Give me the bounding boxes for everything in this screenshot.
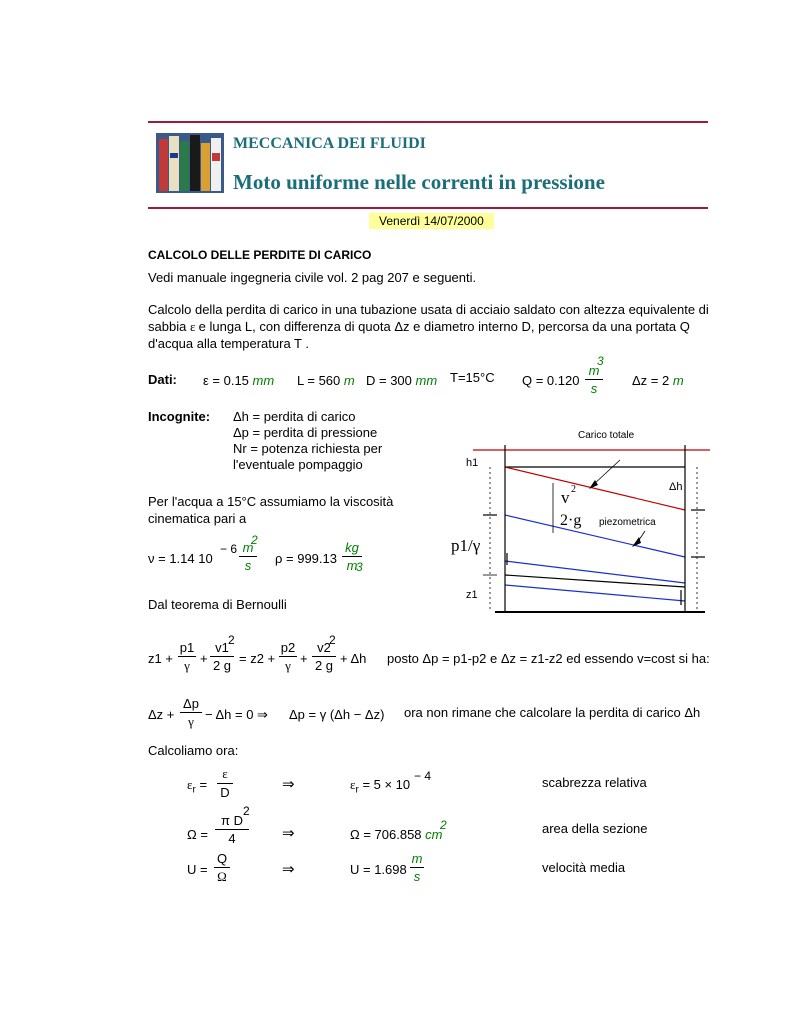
bern-v1-exp: 2 xyxy=(228,633,235,647)
rho-frac-line xyxy=(342,556,362,557)
water-line-2: cinematica pari a xyxy=(148,511,247,526)
bern-p2: p2 xyxy=(280,640,296,655)
r2-num-exp: 2 xyxy=(243,804,250,818)
bern-g2: 2 g xyxy=(314,658,334,673)
books-logo xyxy=(156,133,224,193)
label-2g: 2·g xyxy=(560,512,582,529)
r3-result: U = 1.698 xyxy=(350,862,407,877)
eq2-rest: − Δh = 0 ⇒ xyxy=(205,707,268,722)
bern-v1: v1 xyxy=(215,640,229,655)
nu-value: ν = 1.14 10 xyxy=(148,551,213,566)
incognite-label: Incognite: xyxy=(148,409,211,424)
r3-num: Q xyxy=(216,851,228,866)
label-carico-totale: Carico totale xyxy=(578,430,635,441)
intro-line2-b: e lunga L, con differenza di quota xyxy=(198,319,391,334)
eq2-gamma: γ xyxy=(188,714,194,729)
intro-line-2 xyxy=(148,319,690,335)
dati-T: T=15°C xyxy=(450,370,495,385)
bern-eq: = z2 + xyxy=(239,651,276,666)
r3-unit-frac xyxy=(410,851,424,884)
r2-res: Ω = 706.858 xyxy=(350,827,422,842)
dati-Q: Q = 0.120 xyxy=(522,373,580,388)
r3-line xyxy=(214,867,230,868)
intro-line2-c: z e diametro interno D, percorsa da una portata Q xyxy=(403,319,690,334)
label-h1: h1 xyxy=(466,457,479,469)
calc-r1-lhs xyxy=(187,777,207,796)
r2-line xyxy=(215,829,249,830)
L-unit: m xyxy=(343,373,355,388)
r2-lhs: Ω = xyxy=(187,827,208,842)
eps-unit: mm xyxy=(252,373,275,388)
bern-dh: + Δh xyxy=(340,651,367,666)
nu-unit-exp: 2 xyxy=(251,533,258,547)
r2-arrow: ⇒ xyxy=(282,825,295,842)
dati-label: Dati: xyxy=(148,372,177,387)
date-badge: Venerdì 14/07/2000 xyxy=(369,213,494,229)
r2-den: 4 xyxy=(228,831,236,846)
Q-unit-num: m xyxy=(588,363,600,378)
eps-value: ε = 0.15 xyxy=(203,373,249,388)
r1-arrow: ⇒ xyxy=(282,776,295,793)
reference-text: Vedi manuale ingegneria civile vol. 2 pag 207 e seguenti. xyxy=(148,270,477,285)
label-z1: z1 xyxy=(466,589,478,601)
label-dh: Δh xyxy=(669,481,683,493)
label-v-exp: 2 xyxy=(571,484,576,495)
header-bottom-rule xyxy=(148,207,708,209)
r2-result xyxy=(350,827,443,842)
dati-L xyxy=(297,373,355,388)
bern-p2-line xyxy=(279,656,297,657)
bernoulli-intro: Dal teorema di Bernoulli xyxy=(148,597,287,612)
intro-line2-a: sabbia xyxy=(148,319,187,334)
r1-res-val: = 5 × 10 xyxy=(362,777,411,792)
r3-unit-den: s xyxy=(413,869,421,884)
incognita-4: l'eventuale pompaggio xyxy=(233,457,363,472)
eq2-dp: Δp xyxy=(183,696,199,711)
incognita-1: Δh = perdita di carico xyxy=(233,409,356,424)
r3-arrow: ⇒ xyxy=(282,861,295,878)
rho-unit-exp: 3 xyxy=(356,560,363,574)
dati-D xyxy=(366,373,437,388)
r2-label: area della sezione xyxy=(542,821,648,836)
r1-eq: = xyxy=(199,777,208,792)
epsilon-symbol: ε xyxy=(189,319,199,334)
eq2-dp-frac xyxy=(180,696,202,730)
r3-lhs: U = xyxy=(187,862,208,877)
D-value: D = 300 xyxy=(366,373,412,388)
bern-p1-line xyxy=(178,656,196,657)
r2-num: π D xyxy=(221,813,243,828)
rho-unit-den: m xyxy=(346,558,358,573)
bern-plus1: + xyxy=(200,651,208,666)
calc-intro: Calcoliamo ora: xyxy=(148,743,239,758)
eq2-result: Δp = γ (Δh − Δz) xyxy=(289,707,385,722)
dz-unit: m xyxy=(672,373,684,388)
r2-unit: cm xyxy=(425,827,443,842)
r3-den: Ω xyxy=(217,869,227,884)
r1-eps: ε xyxy=(187,777,193,792)
bern-z1: z1 + xyxy=(148,651,173,666)
bern-p2-frac xyxy=(279,640,297,674)
bern-v2: v2 xyxy=(317,640,331,655)
bern-gamma1: γ xyxy=(184,658,190,673)
dati-dz xyxy=(632,373,684,388)
r3-frac xyxy=(214,851,230,885)
dz-value: Δz = 2 xyxy=(632,373,670,388)
section-heading: CALCOLO DELLE PERDITE DI CARICO xyxy=(148,248,372,262)
delta-symbol: Δ xyxy=(394,319,403,334)
bern-g1: 2 g xyxy=(212,658,232,673)
r1-res-sub: r xyxy=(355,784,359,796)
r3-unit-line xyxy=(410,867,424,868)
r3-unit-num: m xyxy=(411,851,423,866)
bern-gamma2: γ xyxy=(285,658,291,673)
bern-p1: p1 xyxy=(179,640,195,655)
r1-num: ε xyxy=(222,766,228,781)
label-v: v xyxy=(561,488,570,507)
r2-unit-exp: 2 xyxy=(440,818,447,832)
bern-plus2: + xyxy=(300,651,308,666)
header-top-rule xyxy=(148,121,708,123)
intro-line-1: Calcolo della perdita di carico in una tubazione usata di acciaio saldato con altezza equivalente di xyxy=(148,302,709,317)
nu-unit-den: s xyxy=(244,558,252,573)
energy-diagram xyxy=(455,425,715,615)
Q-frac-line xyxy=(585,379,603,380)
bern-v2-line xyxy=(312,656,336,657)
nu-unit-num: m xyxy=(242,540,254,555)
r3-label: velocità media xyxy=(542,860,626,875)
r1-den: D xyxy=(220,785,230,800)
section-title: MECCANICA DEI FLUIDI xyxy=(233,135,426,152)
eq2-note: ora non rimane che calcolare la perdita di carico Δh xyxy=(404,705,701,720)
r1-line xyxy=(217,783,233,784)
bern-v1-line xyxy=(210,656,234,657)
r1-res-eps: ε xyxy=(350,777,356,792)
r1-sub: r xyxy=(192,784,196,796)
rho-unit-num: kg xyxy=(345,540,359,555)
bern-v2-exp: 2 xyxy=(329,633,336,647)
r1-res-exp: − 4 xyxy=(414,769,432,783)
eq2-dp-line xyxy=(180,712,202,713)
water-line-1: Per l'acqua a 15°C assumiamo la viscosità xyxy=(148,494,394,509)
bern-post: posto Δp = p1-p2 e Δz = z1-z2 ed essendo v=cost si ha: xyxy=(387,651,710,666)
label-piezometrica: piezometrica xyxy=(599,517,656,528)
eq2-dz: Δz + xyxy=(148,707,175,722)
D-unit: mm xyxy=(415,373,438,388)
intro-line-3: d'acqua alla temperatura T . xyxy=(148,336,309,351)
bern-p1-frac xyxy=(178,640,196,674)
r1-frac xyxy=(217,766,233,800)
r1-result xyxy=(350,777,410,796)
r1-label: scabrezza relativa xyxy=(542,775,647,790)
Q-unit-exp: 3 xyxy=(597,354,604,368)
Q-unit-den: s xyxy=(590,381,598,396)
page-title: Moto uniforme nelle correnti in pressione xyxy=(233,170,605,194)
L-value: L = 560 xyxy=(297,373,341,388)
incognita-2: Δp = perdita di pressione xyxy=(233,425,378,440)
incognita-3: Nr = potenza richiesta per xyxy=(233,441,383,456)
rho-value: ρ = 999.13 xyxy=(275,551,337,566)
dati-eps xyxy=(203,373,274,388)
nu-frac-line xyxy=(239,556,257,557)
nu-exp: − 6 xyxy=(220,542,238,556)
label-p1-gamma: p1/γ xyxy=(451,536,481,555)
